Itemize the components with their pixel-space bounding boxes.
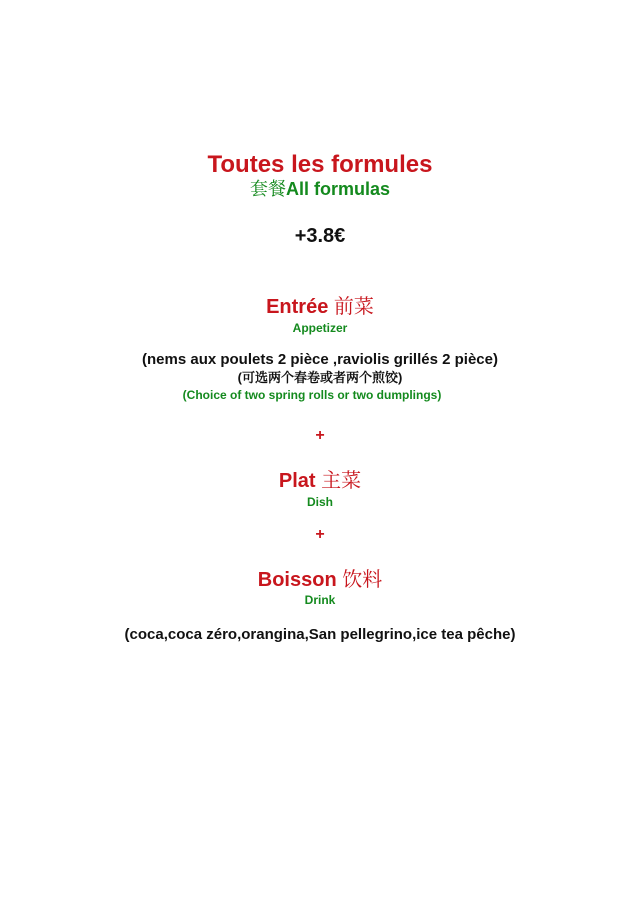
page-subtitle — [0, 180, 640, 198]
plus-separator-1: + — [315, 427, 325, 444]
plus-separator-2: + — [315, 526, 325, 543]
plat-label-fr: Plat — [278, 470, 316, 492]
entree-label-en: Appetizer — [292, 321, 348, 335]
entree-options-en: (Choice of two spring rolls or two dumplings) — [182, 388, 442, 402]
subtitle-english: All formulas — [285, 179, 391, 199]
entree-label-cn: 前菜 — [333, 296, 374, 318]
boisson-label-en: Drink — [304, 593, 336, 607]
entree-options-fr: (nems aux poulets 2 pièce ,raviolis grillés 2 pièce) — [142, 351, 498, 368]
boisson-label-fr: Boisson — [257, 569, 337, 591]
boisson-options: (coca,coca zéro,orangina,San pellegrino,ice tea pêche) — [124, 626, 516, 643]
plat-label-en: Dish — [306, 495, 333, 509]
price-label: +3.8€ — [294, 225, 346, 247]
boisson-label-cn: 饮料 — [342, 569, 383, 591]
entree-label-fr: Entrée — [266, 296, 329, 318]
plat-heading — [0, 471, 640, 491]
boisson-heading — [0, 570, 640, 590]
subtitle-chinese: 套餐 — [249, 179, 286, 199]
plat-label-cn: 主菜 — [321, 470, 362, 492]
entree-heading — [0, 297, 640, 317]
page-title: Toutes les formules — [207, 151, 433, 178]
entree-options-cn: (可选两个春卷或者两个煎饺) — [237, 370, 403, 385]
